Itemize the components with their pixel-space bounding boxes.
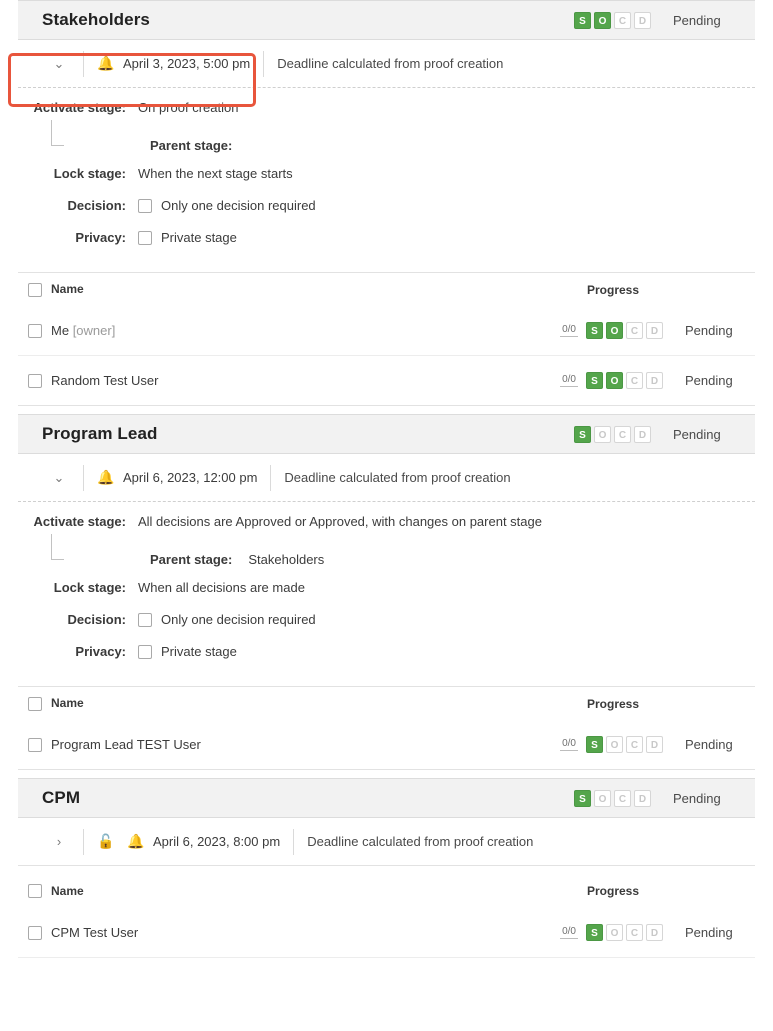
privacy-checkbox-label: Private stage [161,644,237,659]
member-name: Random Test User [51,372,159,388]
lock-stage-row [18,578,755,610]
decision-checkbox-label: Only one decision required [161,198,316,213]
column-header-progress: Progress [587,696,640,711]
lock-stage-label: Lock stage: [53,580,126,595]
parent-stage-label: Parent stage: [150,552,233,567]
stage-title: Program Lead [42,424,158,443]
select-all-checkbox[interactable] [28,283,42,297]
decision-value [138,196,316,213]
lock-stage-value[interactable]: When the next stage starts [138,166,293,181]
stage-deadline-row-stakeholders[interactable] [18,40,755,88]
stage-header-cpm[interactable] [18,778,755,818]
bell-icon: 🔔 [97,469,115,485]
privacy-checkbox[interactable] [138,231,152,245]
column-header-name: Name [51,696,84,711]
parent-stage-row [18,130,755,164]
lock-stage-value[interactable]: When all decisions are made [138,580,305,595]
chip-s: S [586,736,603,753]
parent-stage-value[interactable]: Stakeholders [248,552,325,567]
deadline-date[interactable]: April 6, 2023, 12:00 pm [123,470,258,485]
member-table-header-stakeholders [18,272,755,306]
lock-stage-label: Lock stage: [53,166,126,181]
chip-c: C [626,736,643,753]
row-checkbox[interactable] [28,324,42,338]
column-header-name: Name [51,282,84,297]
unlock-icon: 🔓 [97,833,115,849]
chip-o: O [606,736,623,753]
chip-d: D [634,426,651,443]
member-name-cell [28,373,560,389]
select-all-checkbox[interactable] [28,697,42,711]
privacy-label: Privacy: [75,644,126,659]
lock-stage-row [18,164,755,196]
chip-o: O [594,426,611,443]
stage-progress-chips [574,12,651,29]
chip-c: C [626,322,643,339]
select-all-cell [28,696,587,711]
deadline-date[interactable]: April 6, 2023, 8:00 pm [153,834,281,849]
member-status: Pending [685,925,733,940]
stage-status: Pending [673,790,721,806]
member-fraction: 0/0 [562,926,576,937]
member-status: Pending [685,373,733,388]
row-checkbox[interactable] [28,374,42,388]
table-row[interactable] [18,356,755,406]
chip-o: O [594,12,611,29]
chip-s: S [574,426,591,443]
member-chips [586,924,663,941]
chip-c: C [614,426,631,443]
chip-o: O [606,924,623,941]
member-progress-cell [560,322,755,339]
divider [270,465,271,491]
privacy-label: Privacy: [75,230,126,245]
member-fraction: 0/0 [562,374,576,385]
decision-checkbox[interactable] [138,613,152,627]
deadline-note: Deadline calculated from proof creation [277,56,504,71]
member-progress-cell [560,372,755,389]
select-all-checkbox[interactable] [28,884,42,898]
chevron-down-icon[interactable]: ⌄ [53,469,65,485]
member-name: Program Lead TEST User [51,736,201,752]
stage-header-program-lead[interactable] [18,414,755,454]
deadline-note: Deadline calculated from proof creation [307,834,534,849]
tree-elbow-icon [18,130,138,164]
chip-d: D [646,924,663,941]
chevron-right-icon[interactable]: › [56,834,62,849]
column-header-progress: Progress [587,884,640,898]
member-chips [586,372,663,389]
stage-title: CPM [42,788,81,807]
stage-settings-program-lead [0,502,773,678]
privacy-checkbox-label: Private stage [161,230,237,245]
column-header-name: Name [51,883,84,898]
member-table-header-cpm [18,874,755,908]
chevron-down-icon[interactable]: ⌄ [53,55,65,71]
row-checkbox[interactable] [28,738,42,752]
decision-label: Decision: [67,612,126,627]
chip-d: D [646,736,663,753]
stage-status: Pending [673,426,721,442]
activate-stage-value[interactable]: All decisions are Approved or Approved, with changes on parent stage [138,514,542,529]
member-status: Pending [685,323,733,338]
table-row[interactable] [18,908,755,958]
divider [83,465,84,491]
stage-settings-stakeholders [0,88,773,264]
decision-row [18,610,755,642]
divider [83,829,84,855]
member-chips [586,322,663,339]
select-all-cell [28,282,587,297]
table-row[interactable] [18,306,755,356]
member-name-cell [28,737,560,753]
decision-value [138,610,316,627]
divider [293,829,294,855]
privacy-value [138,642,237,659]
divider [263,51,264,77]
chip-c: C [626,924,643,941]
decision-checkbox[interactable] [138,199,152,213]
stage-status: Pending [673,12,721,28]
member-fraction: 0/0 [562,324,576,335]
chip-s: S [586,924,603,941]
activate-stage-value[interactable]: On proof creation [138,100,239,115]
stage-title: Stakeholders [42,10,150,29]
chip-d: D [634,790,651,807]
member-fraction: 0/0 [562,738,576,749]
member-owner-tag: [owner] [72,322,116,338]
member-table-header-program-lead [18,686,755,720]
member-chips [586,736,663,753]
chip-o: O [594,790,611,807]
member-status: Pending [685,737,733,752]
decision-row [18,196,755,228]
chip-c: C [614,12,631,29]
tree-elbow-icon [18,544,138,578]
column-header-progress: Progress [587,282,640,297]
member-progress-cell [560,736,755,753]
bell-icon: 🔔 [97,55,115,71]
decision-label: Decision: [67,198,126,213]
chip-c: C [614,790,631,807]
chip-s: S [574,790,591,807]
member-name: Me [51,322,70,338]
chip-s: S [586,322,603,339]
member-progress-cell [560,924,755,941]
chip-d: D [646,372,663,389]
stage-progress-chips [574,790,651,807]
parent-stage-row [18,544,755,578]
chip-c: C [626,372,643,389]
privacy-row [18,642,755,674]
activate-stage-label: Activate stage: [33,100,126,115]
chip-o: O [606,322,623,339]
stage-deadline-row-cpm[interactable] [18,818,755,866]
member-name-cell [28,323,560,339]
deadline-date[interactable]: April 3, 2023, 5:00 pm [123,56,251,71]
chip-d: D [646,322,663,339]
chip-o: O [606,372,623,389]
chip-s: S [586,372,603,389]
stage-progress-chips [574,426,651,443]
divider [83,51,84,77]
privacy-row [18,228,755,260]
table-row[interactable] [18,720,755,770]
privacy-value [138,228,237,245]
privacy-checkbox[interactable] [138,645,152,659]
bell-icon: 🔔 [127,833,145,849]
parent-stage-label: Parent stage: [150,138,233,153]
activate-stage-label: Activate stage: [33,514,126,529]
select-all-cell [28,884,587,899]
stage-deadline-row-program-lead[interactable] [18,454,755,502]
stage-header-stakeholders[interactable] [18,0,755,40]
row-checkbox[interactable] [28,926,42,940]
activate-stage-row [18,512,755,544]
chip-s: S [574,12,591,29]
member-name: CPM Test User [51,924,139,940]
chip-d: D [634,12,651,29]
member-name-cell [28,925,560,941]
deadline-note: Deadline calculated from proof creation [284,470,511,485]
activate-stage-row [18,98,755,130]
decision-checkbox-label: Only one decision required [161,612,316,627]
